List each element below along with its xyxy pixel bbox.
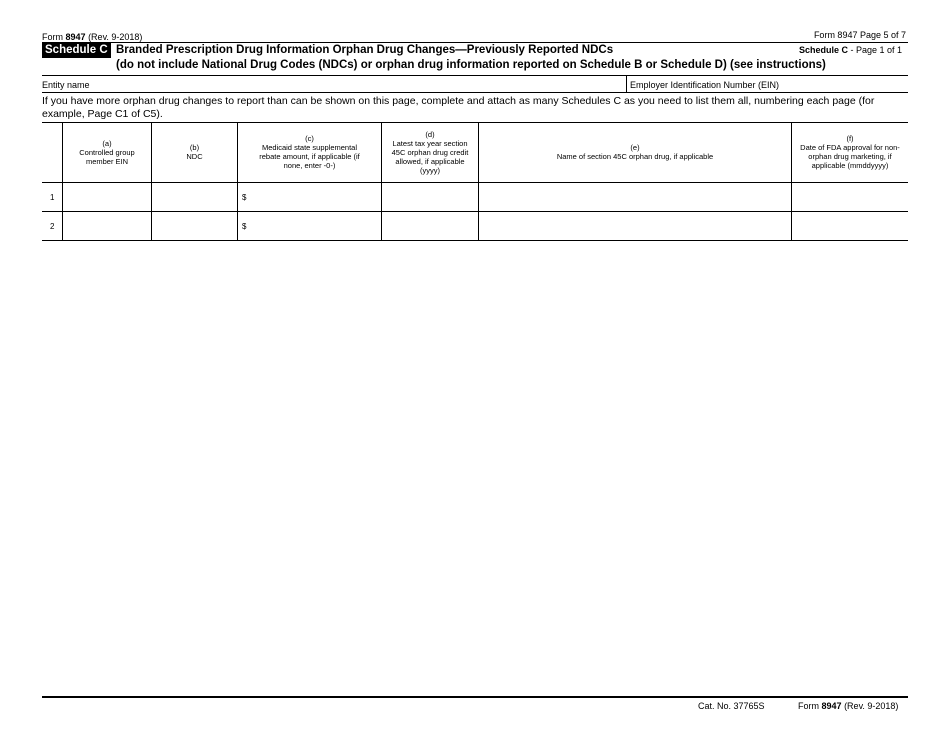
schedule-badge: Schedule C [42, 43, 111, 58]
row-number-header [42, 122, 63, 183]
cell-controlled-group-ein[interactable] [63, 183, 152, 212]
cell-fda-approval-date[interactable] [792, 183, 909, 212]
schedule-subtitle: (do not include National Drug Codes (NDCs) or orphan drug information reported on Schedule B or Schedule D) (see instructions) [116, 59, 826, 71]
schedule-page-indicator: Schedule C - Page 1 of 1 [798, 45, 902, 55]
cell-medicaid-rebate[interactable] [238, 212, 382, 241]
header-rule [42, 42, 908, 43]
schedule-title: Branded Prescription Drug Information Orphan Drug Changes—Previously Reported NDCs [116, 44, 614, 56]
footer-form-number: Form 8947 (Rev. 9-2018) [798, 701, 899, 711]
row-number: 1 [42, 183, 63, 212]
cell-tax-year[interactable] [382, 212, 479, 241]
instructions: If you have more orphan drug changes to report than can be shown on this page, complete and attach as many Schedules C as you need to list them all, numbering each page (for example, Page C1 of C5). [42, 95, 875, 120]
entity-rule [42, 92, 908, 93]
column-header-c: (c) Medicaid state supplemental rebate amount, if applicable (if none, enter -0-) [238, 122, 382, 183]
column-header-e: (e) Name of section 45C orphan drug, if applicable [479, 122, 792, 183]
row-number: 2 [42, 212, 63, 241]
currency-symbol: $ [242, 221, 247, 231]
catalog-number: Cat. No. 37765S [698, 701, 765, 711]
column-header-d: (d) Latest tax year section 45C orphan drug credit allowed, if applicable (yyyy) [382, 122, 479, 183]
cell-ndc[interactable] [152, 212, 238, 241]
column-header-f: (f) Date of FDA approval for non-orphan drug marketing, if applicable (mmddyyyy) [792, 122, 909, 183]
cell-fda-approval-date[interactable] [792, 212, 909, 241]
cell-orphan-drug-name[interactable] [479, 183, 792, 212]
table-row [42, 183, 908, 212]
form-number: Form 8947 (Rev. 9-2018) [42, 32, 143, 42]
cell-medicaid-rebate[interactable] [238, 183, 382, 212]
column-header-a: (a) Controlled group member EIN [63, 122, 152, 183]
footer-rule [42, 696, 908, 698]
ein-label: Employer Identification Number (EIN) [630, 80, 780, 90]
entity-divider [626, 76, 627, 92]
table-header-row [42, 122, 908, 183]
cell-tax-year[interactable] [382, 183, 479, 212]
page-indicator: Form 8947 Page 5 of 7 [813, 30, 906, 40]
cell-ndc[interactable] [152, 183, 238, 212]
cell-controlled-group-ein[interactable] [63, 212, 152, 241]
currency-symbol: $ [242, 192, 247, 202]
title-rule [42, 75, 908, 76]
entity-name-label: Entity name [42, 80, 90, 90]
table-row [42, 212, 908, 241]
cell-orphan-drug-name[interactable] [479, 212, 792, 241]
column-header-b: (b) NDC [152, 122, 238, 183]
orphan-drug-table [42, 122, 908, 241]
